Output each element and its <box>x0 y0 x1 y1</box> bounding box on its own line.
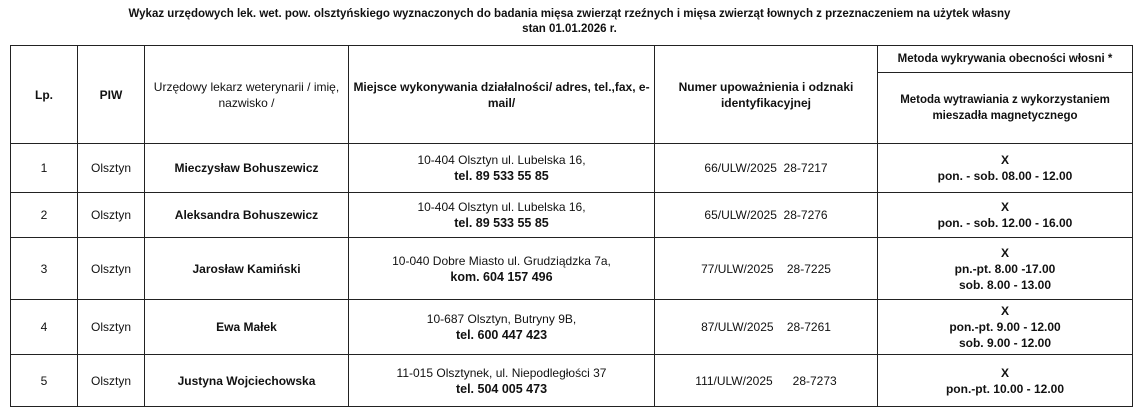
table-row <box>11 193 1133 238</box>
cell-lp: 1 <box>11 144 78 193</box>
cell-number: 77/ULW/2025 28-7225 <box>655 238 878 300</box>
address-text: 10-404 Olsztyn ul. Lubelska 16, <box>417 153 586 167</box>
cell-vet-name: Justyna Wojciechowska <box>145 355 349 407</box>
method-mark: X <box>1000 153 1009 167</box>
hours-line-1: pon. - sob. 12.00 - 16.00 <box>937 216 1073 230</box>
header-piw: PIW <box>78 46 145 144</box>
address-text: 11-015 Olsztynek, ul. Niepodległości 37 <box>396 365 607 380</box>
table-row <box>11 238 1133 300</box>
cell-piw: Olsztyn <box>78 238 145 300</box>
cell-number: 66/ULW/2025 28-7217 <box>655 144 878 193</box>
phone-text: tel. 600 447 423 <box>455 328 548 342</box>
header-method-top: Metoda wykrywania obecności włosni * <box>878 46 1133 73</box>
hours-line-2: sob. 8.00 - 13.00 <box>958 277 1052 292</box>
method-mark: X <box>1000 304 1009 318</box>
cell-place <box>349 144 655 193</box>
phone-text: tel. 89 533 55 85 <box>454 169 549 183</box>
cell-method <box>878 193 1133 238</box>
cell-number: 111/ULW/2025 28-7273 <box>655 355 878 407</box>
address-text: 10-040 Dobre Miasto ul. Grudziądzka 7a, <box>392 253 611 268</box>
cell-vet-name: Ewa Małek <box>145 300 349 355</box>
document-title <box>0 7 1139 37</box>
header-place: Miejsce wykonywania działalności/ adres, tel.,fax, e-mail/ <box>349 46 655 144</box>
title-line-1: Wykaz urzędowych lek. wet. pow. olsztyńskiego wyznaczonych do badania mięsa zwierząt rzeźnych i mięsa zwierząt łownych z przeznaczeniem na użytek własny <box>128 8 1011 20</box>
cell-place <box>349 300 655 355</box>
method-mark: X <box>1000 365 1009 380</box>
cell-vet-name: Aleksandra Bohuszewicz <box>145 193 349 238</box>
cell-method <box>878 144 1133 193</box>
hours-line-1: pn.-pt. 8.00 -17.00 <box>954 261 1056 276</box>
cell-lp: 2 <box>11 193 78 238</box>
phone-text: tel. 504 005 473 <box>455 381 548 396</box>
table-row <box>11 300 1133 355</box>
header-vet: Urzędowy lekarz weterynarii / imię, nazwisko / <box>145 46 349 144</box>
cell-lp: 3 <box>11 238 78 300</box>
title-line-2: stan 01.01.2026 r. <box>522 23 617 35</box>
table-row <box>11 144 1133 193</box>
veterinarians-table <box>10 45 1133 407</box>
cell-piw: Olsztyn <box>78 193 145 238</box>
hours-line-2: sob. 9.00 - 12.00 <box>958 336 1052 350</box>
cell-piw: Olsztyn <box>78 144 145 193</box>
phone-text: tel. 89 533 55 85 <box>454 216 549 230</box>
cell-vet-name: Mieczysław Bohuszewicz <box>145 144 349 193</box>
cell-lp: 4 <box>11 300 78 355</box>
cell-piw: Olsztyn <box>78 300 145 355</box>
phone-text: kom. 604 157 496 <box>450 269 553 284</box>
cell-method <box>878 300 1133 355</box>
hours-line-1: pon.-pt. 10.00 - 12.00 <box>945 381 1065 396</box>
cell-place <box>349 193 655 238</box>
cell-method <box>878 355 1133 407</box>
hours-line-1: pon. - sob. 08.00 - 12.00 <box>937 169 1073 183</box>
cell-vet-name: Jarosław Kamiński <box>145 238 349 300</box>
method-mark: X <box>1000 200 1009 214</box>
cell-number: 87/ULW/2025 28-7261 <box>655 300 878 355</box>
header-lp: Lp. <box>11 46 78 144</box>
cell-lp: 5 <box>11 355 78 407</box>
address-text: 10-404 Olsztyn ul. Lubelska 16, <box>417 200 586 214</box>
cell-piw: Olsztyn <box>78 355 145 407</box>
address-text: 10-687 Olsztyn, Butryny 9B, <box>426 312 577 326</box>
cell-place <box>349 355 655 407</box>
cell-number: 65/ULW/2025 28-7276 <box>655 193 878 238</box>
cell-method <box>878 238 1133 300</box>
cell-place <box>349 238 655 300</box>
table-row <box>11 355 1133 407</box>
method-mark: X <box>1000 245 1009 260</box>
hours-line-1: pon.-pt. 9.00 - 12.00 <box>949 320 1061 334</box>
header-number: Numer upoważnienia i odznaki identyfikacyjnej <box>655 46 878 144</box>
header-method-sub: Metoda wytrawiania z wykorzystaniem mieszadła magnetycznego <box>878 73 1133 144</box>
